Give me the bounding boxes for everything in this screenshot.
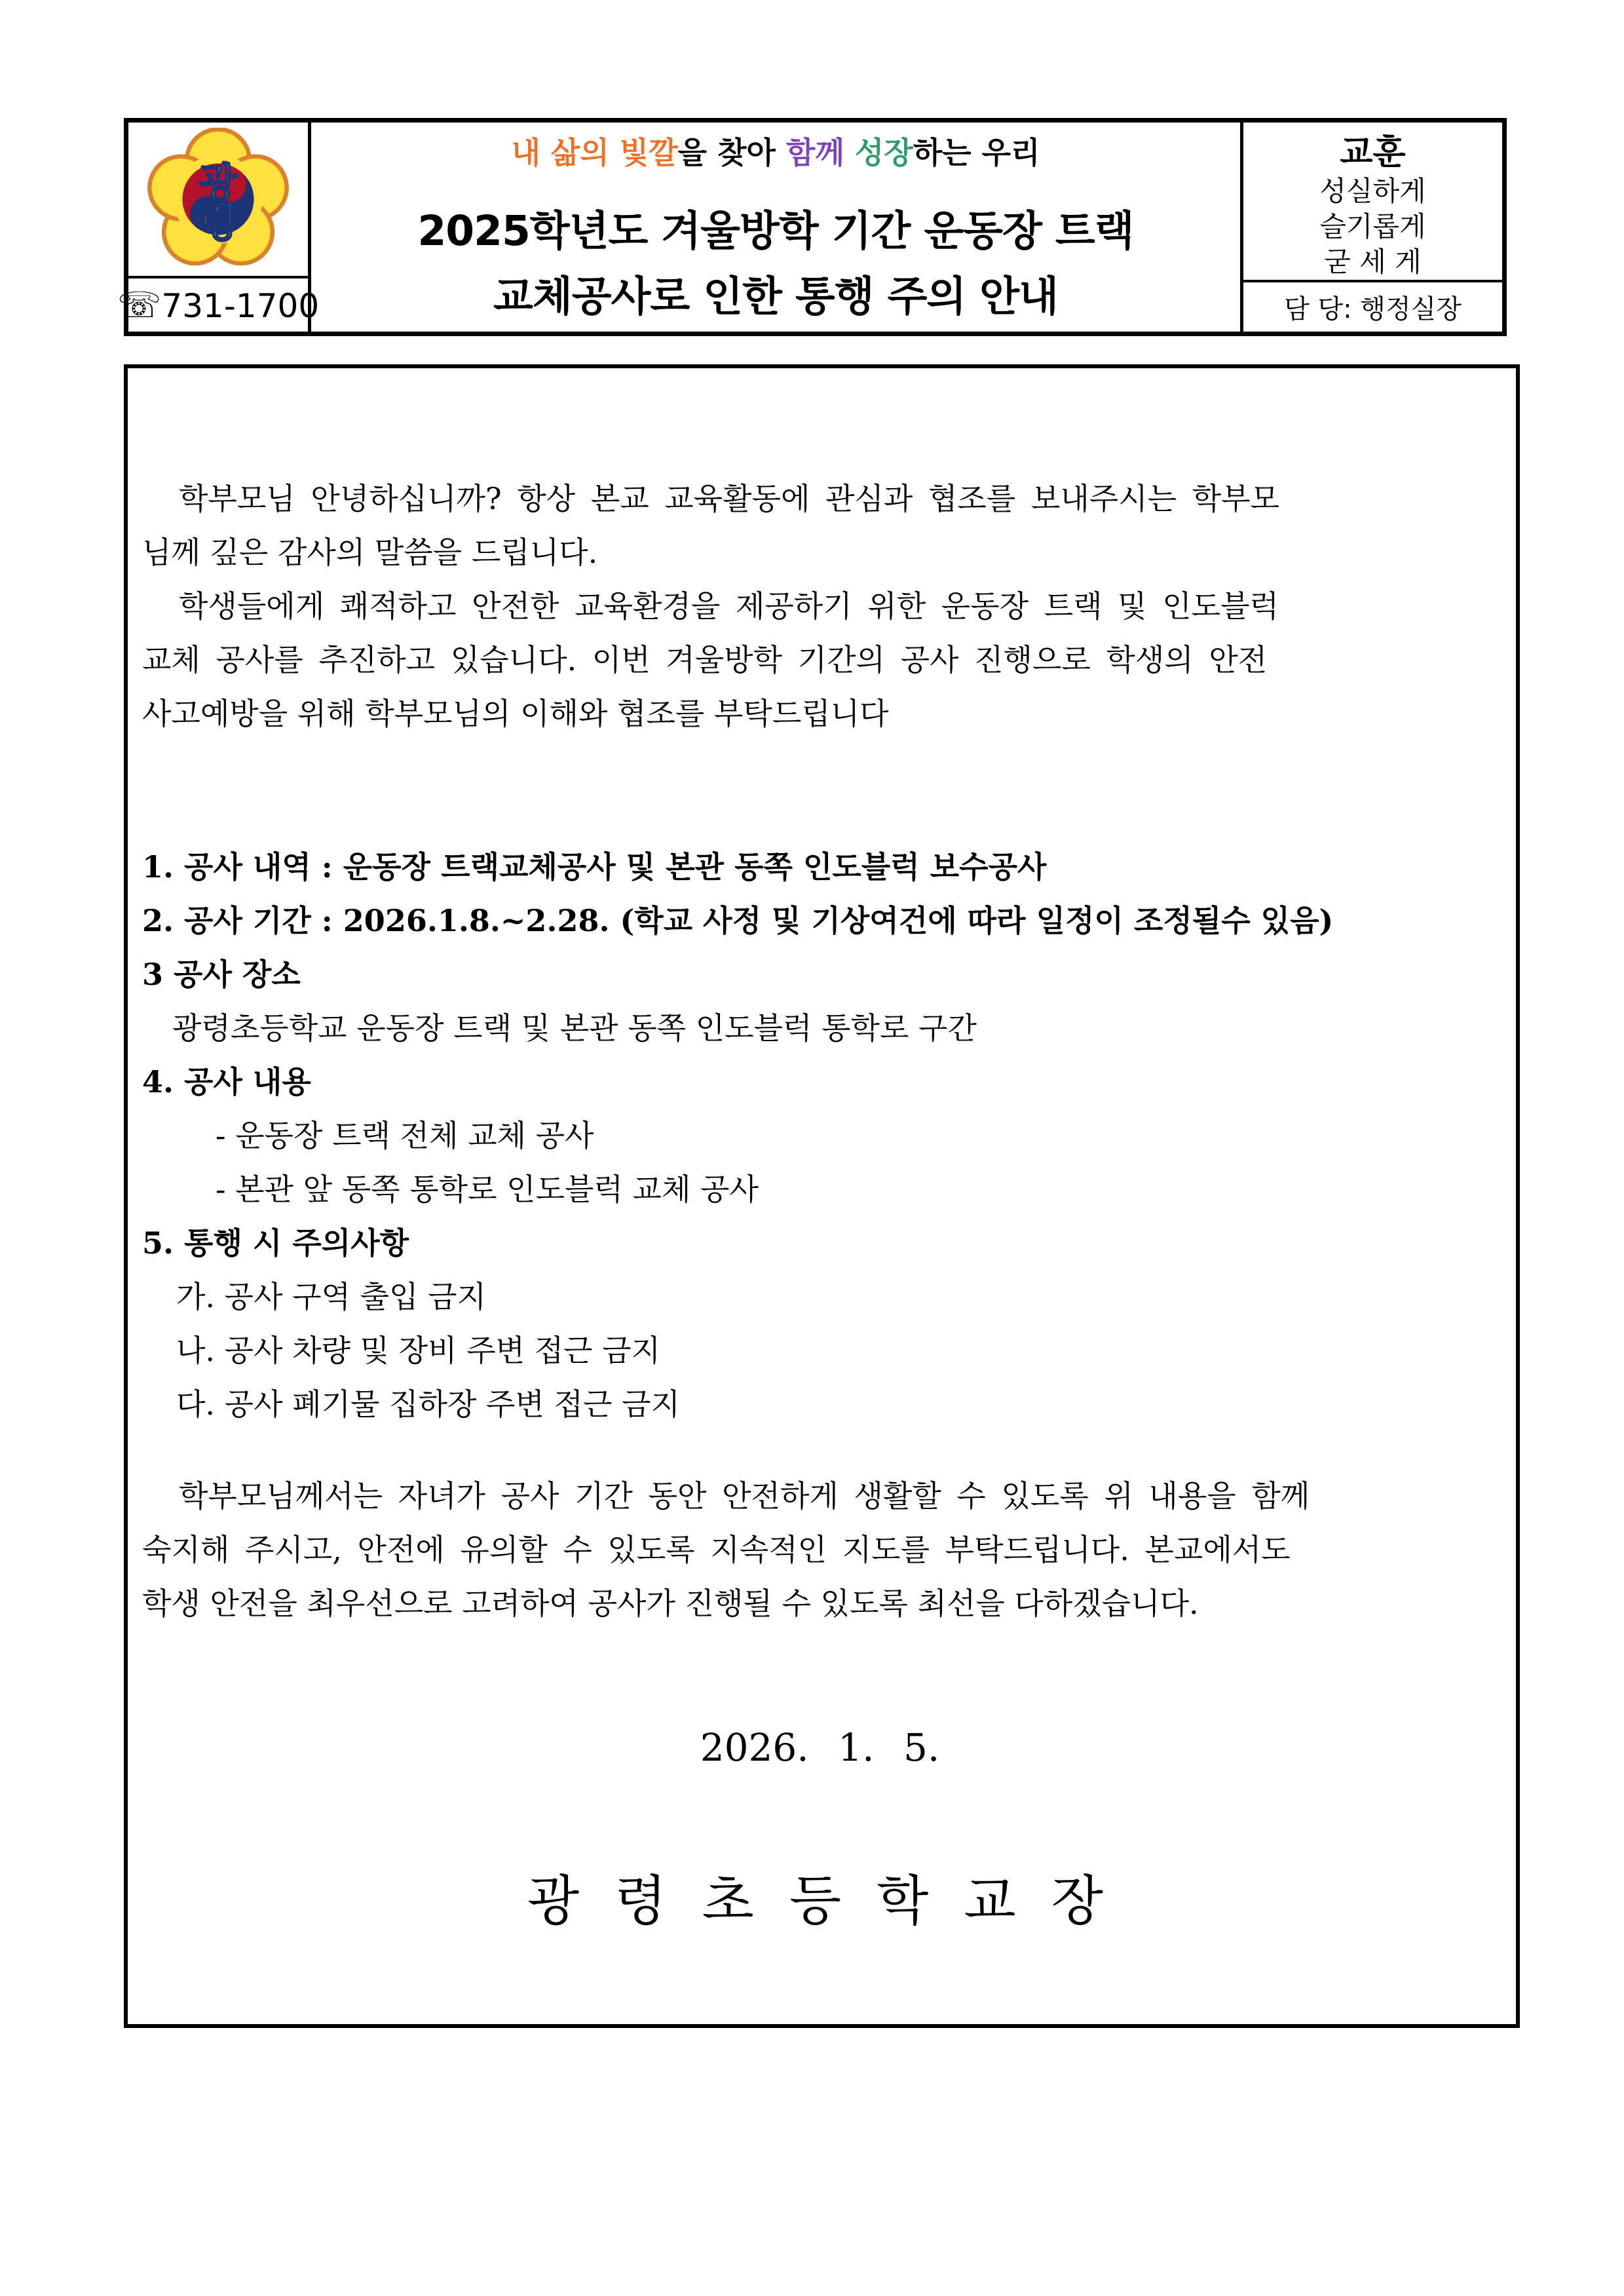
manager-label: 담 당: 행정실장	[1284, 294, 1462, 324]
motto-title: 교훈	[1340, 133, 1406, 172]
greeting-line-2: 님께 깊은 감사의 말씀을 드립니다.	[142, 535, 598, 570]
notice-date: 2026. 1. 5.	[700, 1725, 940, 1770]
school-logo	[147, 128, 290, 271]
item-4-sub-2: - 본관 앞 동쪽 통학로 인도블럭 교체 공사	[216, 1172, 759, 1207]
header-motto-cell	[1240, 123, 1502, 332]
slogan-seg-1: 내 삶의 빛깔	[511, 135, 678, 170]
manager-cell	[1243, 280, 1502, 332]
slogan-seg-4: 성장	[844, 135, 913, 170]
slogan-seg-3: 함께	[786, 135, 844, 170]
header-table	[117, 118, 1507, 336]
svg-text:령: 령	[198, 199, 238, 246]
logo-text	[199, 160, 238, 246]
item-3-construction-site: 3 공사 장소	[142, 957, 301, 992]
item-4-construction-content: 4. 공사 내용	[142, 1064, 311, 1100]
phone-icon: ☏	[117, 284, 162, 326]
item-3-site-detail: 광령초등학교 운동장 트랙 및 본관 동쪽 인도블럭 통학로 구간	[172, 1010, 977, 1046]
phone-cell	[117, 276, 320, 332]
item-2-construction-period: 2. 공사 기간 : 2026.1.8.~2.28. (학교 사정 및 기상여건에 따라 일정이 조정될수 있음)	[142, 903, 1334, 938]
item-4-sub-1: - 운동장 트랙 전체 교체 공사	[216, 1118, 594, 1153]
header-title-cell	[311, 123, 1240, 332]
greeting-line-1: 학부모님 안녕하십니까? 항상 본교 교육활동에 관심과 협조를 보내주시는 학부모	[179, 481, 1280, 516]
item-5-caution: 5. 통행 시 주의사항	[142, 1225, 409, 1261]
closing-line-1: 학부모님께서는 자녀가 공사 기간 동안 안전하게 생활할 수 있도록 위 내용을 함께	[179, 1478, 1310, 1514]
notice-body-box	[124, 364, 1520, 2028]
motto-area	[1243, 123, 1502, 280]
notice-title-line-2: 교체공사로 인한 통행 주의 안내	[493, 273, 1058, 320]
notice-title-line-1: 2025학년도 겨울방학 기간 운동장 트랙	[417, 207, 1134, 255]
principal-signature: 광 령 초 등 학 교 장	[527, 1870, 1112, 1932]
school-slogan	[511, 133, 1040, 172]
intro-line-1: 학생들에게 쾌적하고 안전한 교육환경을 제공하기 위한 운동장 트랙 및 인도블럭	[179, 588, 1279, 624]
svg-text:광: 광	[198, 159, 238, 206]
phone-number	[117, 284, 319, 326]
motto-line-1: 성실하게	[1319, 175, 1426, 207]
slogan-seg-5: 하는 우리	[913, 135, 1040, 170]
logo-area	[128, 123, 308, 276]
motto-line-2: 슬기롭게	[1319, 210, 1426, 242]
intro-line-2: 교체 공사를 추진하고 있습니다. 이번 겨울방학 기간의 공사 진행으로 학생의 안전	[142, 642, 1268, 678]
slogan-seg-2: 을 찾아	[677, 135, 787, 170]
item-5-sub-1: 가. 공사 구역 출입 금지	[176, 1279, 487, 1314]
header-logo-cell	[117, 123, 320, 332]
closing-line-2: 숙지해 주시고, 안전에 유의할 수 있도록 지속적인 지도를 부탁드립니다. 본교에서도	[142, 1532, 1291, 1567]
motto-line-3: 굳 세 게	[1324, 246, 1422, 278]
item-1-construction-detail: 1. 공사 내역 : 운동장 트랙교체공사 및 본관 동쪽 인도블럭 보수공사	[142, 849, 1047, 885]
closing-line-3: 학생 안전을 최우선으로 고려하여 공사가 진행될 수 있도록 최선을 다하겠습니다.	[142, 1586, 1199, 1621]
phone-number-text: 731-1700	[161, 287, 320, 325]
item-5-sub-2: 나. 공사 차량 및 장비 주변 접근 금지	[176, 1333, 661, 1368]
item-5-sub-3: 다. 공사 폐기물 집하장 주변 접근 금지	[176, 1387, 680, 1422]
intro-line-3: 사고예방을 위해 학부모님의 이해와 협조를 부탁드립니다	[142, 696, 889, 731]
